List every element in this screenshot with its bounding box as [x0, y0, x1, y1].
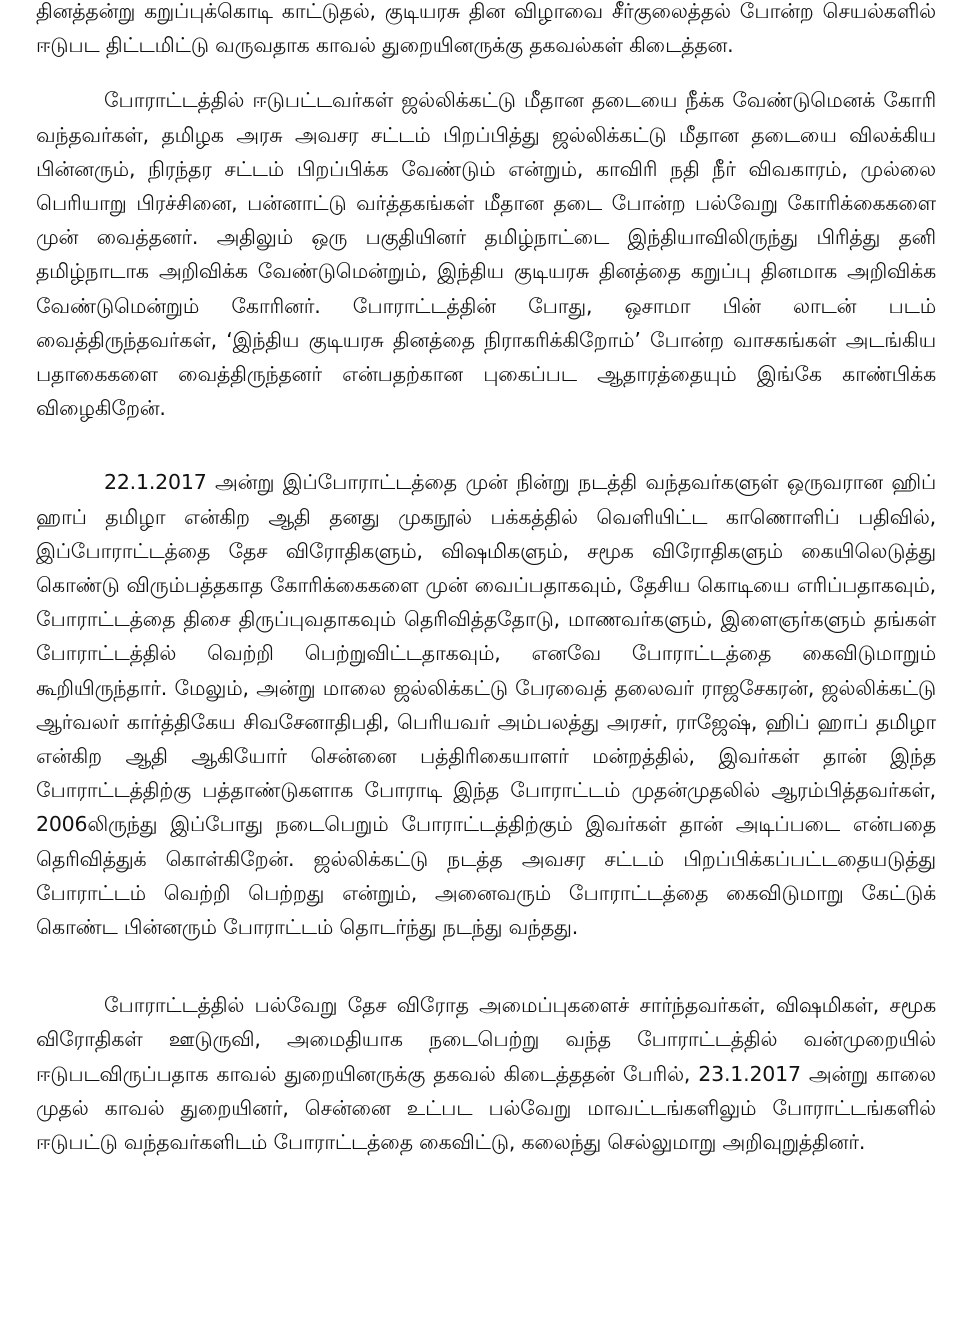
paragraph-4: போராட்டத்தில் பல்வேறு தேச விரோத அமைப்புகளைச் சார்ந்தவர்கள், விஷமிகள், சமூக விரோதிகள் ஊடுருவி, அமைதியாக நடைபெற்று வந்த போராட்டத்தில் வன்முறையில் ஈடுபடவிருப்பதாக காவல் துறையினருக்கு தகவல் கிடைத்ததன் பேரில், 23.1.2017 அன்று காலை முதல் காவல் துறையினர், சென்னை உட்பட பல்வேறு மாவட்டங்களிலும் போராட்டங்களில் ஈடுபட்டு வந்தவர்களிடம் போராட்டத்தை கைவிட்டு, கலைந்து செல்லுமாறு அறிவுறுத்தினர்.	[36, 993, 936, 1155]
paragraph-1: தினத்தன்று கறுப்புக்கொடி காட்டுதல், குடியரசு தின விழாவை சீர்குலைத்தல் போன்ற செயல்களில் ஈடுபட திட்டமிட்டு வருவதாக காவல் துறையினருக்கு தகவல்கள் கிடைத்தன.	[36, 0, 936, 58]
paragraph-3: 22.1.2017 அன்று இப்போராட்டத்தை முன் நின்று நடத்தி வந்தவர்களுள் ஒருவரான ஹிப் ஹாப் தமிழா என்கிற ஆதி தனது முகநூல் பக்கத்தில் வெளியிட்ட காணொளிப் பதிவில், இப்போராட்டத்தை தேச விரோதிகளும், விஷமிகளும், சமூக விரோதிகளும் கையிலெடுத்து கொண்டு விரும்பத்தகாத கோரிக்கைகளை முன் வைப்பதாகவும், தேசிய கொடியை எரிப்பதாகவும், போராட்டத்தை திசை திருப்புவதாகவும் தெரிவித்ததோடு, மாணவர்களும், இளைஞர்களும் தங்கள் போராட்டத்தில் வெற்றி பெற்றுவிட்டதாகவும், எனவே போராட்டத்தை கைவிடுமாறும் கூறியிருந்தார். மேலும், அன்று மாலை ஜல்லிக்கட்டு பேரவைத் தலைவர் ராஜசேகரன், ஜல்லிக்கட்டு ஆர்வலர் கார்த்திகேய சிவசேனாதிபதி, பெரியவர் அம்பலத்து அரசர், ராஜேஷ், ஹிப் ஹாப் தமிழா என்கிற ஆதி ஆகியோர் சென்னை பத்திரிகையாளர் மன்றத்தில், இவர்கள் தான் இந்த போராட்டத்திற்கு பத்தாண்டுகளாக போராடி இந்த போராட்டம் முதன்முதலில் ஆரம்பித்தவர்கள், 2006லிருந்து இப்போது நடைபெறும் போராட்டத்திற்கும் இவர்கள் தான் அடிப்படை என்பதை தெரிவித்துக் கொள்கிறேன். ஜல்லிக்கட்டு நடத்த அவசர சட்டம் பிறப்பிக்கப்பட்டதையடுத்து போராட்டம் வெற்றி பெற்றது என்றும், அனைவரும் போராட்டத்தை கைவிடுமாறு கேட்டுக் கொண்ட பின்னரும் போராட்டம் தொடர்ந்து நடந்து வந்தது.	[36, 470, 936, 940]
paragraph-2: போராட்டத்தில் ஈடுபட்டவர்கள் ஜல்லிக்கட்டு மீதான தடையை நீக்க வேண்டுமெனக் கோரி வந்தவர்கள், தமிழக அரசு அவசர சட்டம் பிறப்பித்து ஜல்லிக்கட்டு மீதான தடையை விலக்கிய பின்னரும், நிரந்தர சட்டம் பிறப்பிக்க வேண்டும் என்றும், காவிரி நதி நீர் விவகாரம், முல்லை பெரியாறு பிரச்சினை, பன்னாட்டு வர்த்தகங்கள் மீதான தடை போன்ற பல்வேறு கோரிக்கைகளை முன் வைத்தனர். அதிலும் ஒரு பகுதியினர் தமிழ்நாட்டை இந்தியாவிலிருந்து பிரித்து தனி தமிழ்நாடாக அறிவிக்க வேண்டுமென்றும், இந்திய குடியரசு தினத்தை கறுப்பு தினமாக அறிவிக்க வேண்டுமென்றும் கோரினர். போராட்டத்தின் போது, ஒசாமா பின் லாடன் படம் வைத்திருந்தவர்கள், ‘இந்திய குடியரசு தினத்தை நிராகரிக்கிறோம்’ போன்ற வாசகங்கள் அடங்கிய பதாகைகளை வைத்திருந்தனர் என்பதற்கான புகைப்பட ஆதாரத்தையும் இங்கே காண்பிக்க விழைகிறேன்.	[36, 88, 936, 421]
